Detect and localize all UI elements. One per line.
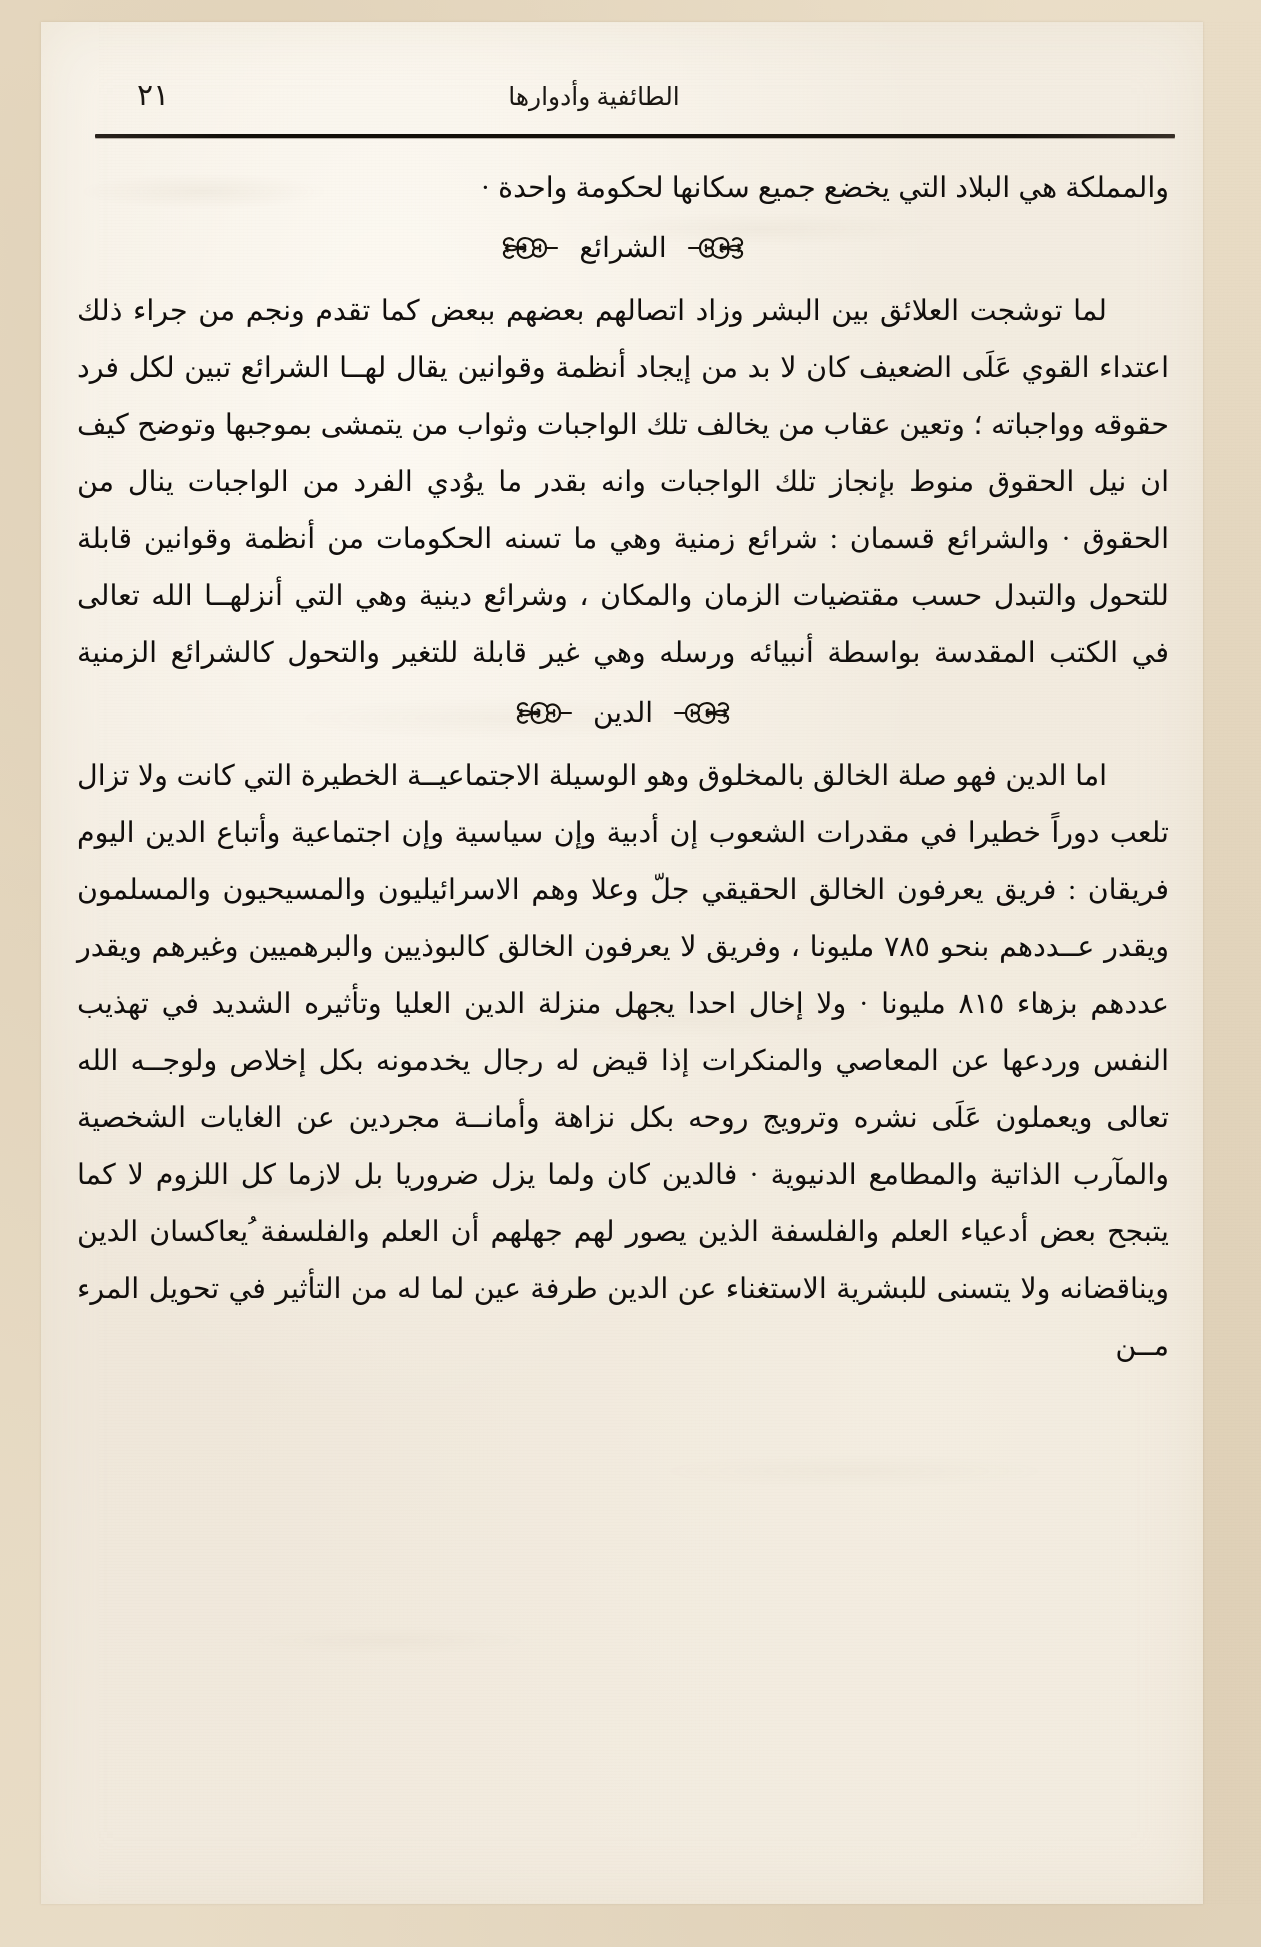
page-content [41, 22, 1203, 1904]
section-title: الشرائع [579, 233, 667, 264]
opening-line: والمملكة هي البلاد التي يخضع جميع سكانها لحكومة واحدة · [480, 173, 1169, 204]
header-rule [95, 134, 1175, 138]
paragraph-al-din: اما الدين فهو صلة الخالق بالمخلوق وهو الوسيلة الاجتماعيــة الخطيرة التي كانت ولا تزال تلعب دوراً خطيرا في مقدرات الشعوب إن أدبية وإن سياسية وإن اجتماعية وأتباع الدين اليوم فريقان : فريق يعرفون الخالق الحقيقي جلّ وعلا وهم الاسرائيليون والمسيحيون والمسلمون ويقدر عــددهم بنحو ٧٨٥ مليونا ، وفريق لا يعرفون الخالق كالبوذيين والبرهميين وغيرهم ويقدر عددهم بزهاء ٨١٥ مليونا · ولا إخال احدا يجهل منزلة الدين العليا وتأثيره الشديد في تهذيب النفس وردعها عن المعاصي والمنكرات إذا قيض له رجال يخدمونه بكل إخلاص ولوجــه الله تعالى ويعملون عَلَى نشره وترويج روحه بكل نزاهة وأمانــة مجردين عن الغايات الشخصية والمآرب الذاتية والمطامع الدنيوية · فالدين كان ولما يزل ضروريا بل لازما كل اللزوم لا كما يتبجح بعض أدعياء العلم والفلسفة الذين يصور لهم جهلهم أن العلم والفلسفة ُيعاكسان الدين ويناقضانه ولا يتسنى للبشرية الاستغناء عن الدين طرفة عين لما له من التأثير في تحويل المرء مــن [77, 761, 1169, 1362]
ornament-flourish-right-icon [501, 233, 559, 263]
ornament-flourish-left-icon [687, 233, 745, 263]
paragraph-shara-i: لما توشجت العلائق بين البشر وزاد اتصالهم بعضهم ببعض كما تقدم ونجم من جراء ذلك اعتداء القوي عَلَى الضعيف كان لا بد من إيجاد أنظمة وقوانين يقال لهــا الشرائع تبين لكل فرد حقوقه وواجباته ؛ وتعين عقاب من يخالف تلك الواجبات وثواب من يتمشى بموجبها وتوضح كيف ان نيل الحقوق منوط بإنجاز تلك الواجبات وانه بقدر ما يوُدي الفرد من الواجبات ينال من الحقوق · والشرائع قسمان : شرائع زمنية وهي ما تسنه الحكومات من أنظمة وقوانين قابلة للتحول والتبدل حسب مقتضيات الزمان والمكان ، وشرائع دينية وهي التي أنزلهــا الله تعالى في الكتب المقدسة بواسطة أنبيائه ورسله وهي غير قابلة للتغير والتحول كالشرائع الزمنية [77, 296, 1169, 669]
section-title: الدين [592, 698, 654, 729]
section-heading-shara-i [77, 223, 1169, 273]
running-title: الطائفية وأدوارها [508, 84, 680, 111]
text-block [77, 160, 1169, 1375]
page-number: ٢١ [137, 79, 170, 112]
ornament-flourish-left-icon [673, 698, 731, 728]
ornament-flourish-right-icon [515, 698, 573, 728]
section-heading-al-din [77, 688, 1169, 738]
running-head [91, 78, 1181, 122]
